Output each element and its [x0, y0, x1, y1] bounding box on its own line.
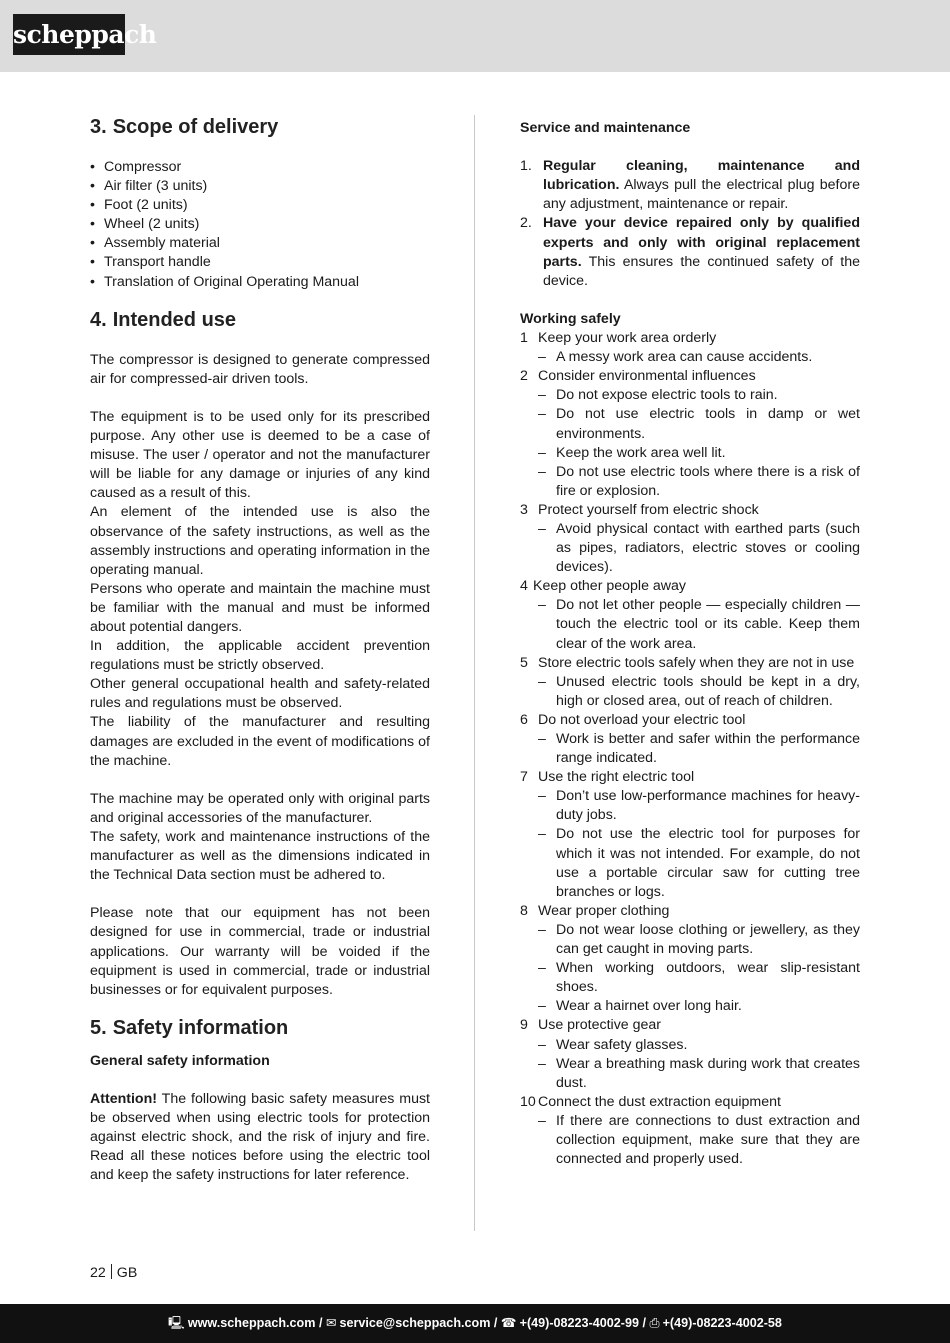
- working-safely-item-head: [520, 711, 860, 730]
- intended-use-paragraph: Other general occupational health and safety-related rules and regulations must be observed.: [90, 676, 430, 712]
- working-safely-item-number: 4: [520, 578, 528, 595]
- working-safely-item-head: [520, 1093, 860, 1112]
- delivery-item: • Compressor: [90, 158, 430, 177]
- working-safely-item-number: 9: [520, 1017, 528, 1034]
- working-safely-heading: Working safely: [520, 310, 621, 327]
- working-safely-item: [520, 654, 860, 711]
- working-safely-item: [520, 1093, 860, 1169]
- working-safely-item: [520, 711, 860, 768]
- right-column: [520, 113, 860, 1169]
- attention-label: Attention!: [90, 1091, 157, 1108]
- delivery-item: • Transport handle: [90, 253, 430, 272]
- service-item-bold: Regular cleaning, maintenance and lubrication.: [543, 158, 860, 194]
- page-footer: [90, 1264, 137, 1281]
- intended-use-paragraph: The safety, work and maintenance instructions of the manufacturer as well as the dimensions indicated in the Technical Data section must be adhered to.: [90, 829, 430, 884]
- working-safely-item-title: Keep your work area orderly: [538, 330, 717, 347]
- email-link[interactable]: service@scheppach.com: [339, 1316, 491, 1330]
- working-safely-subitem: – Do not use electric tools where there is a risk of fire or explosion.: [520, 463, 860, 501]
- working-safely-subitem: – Do not wear loose clothing or jewellery, as they can get caught in moving parts.: [520, 921, 860, 959]
- service-item-number: 1.: [520, 158, 532, 175]
- intended-use-paragraph: An element of the intended use is also the observance of the safety instructions, as well as the assembly instructions and operating information in the operating manual.: [90, 504, 430, 578]
- working-safely-item: [520, 329, 860, 367]
- working-safely-subitem: – Do not use the electric tool for purposes for which it was not intended. For example, do not use a portable circular saw for cutting tree branches or logs.: [520, 825, 860, 901]
- service-item-number: 2.: [520, 215, 532, 232]
- working-safely-item-title: Store electric tools safely when they are not in use: [538, 654, 855, 671]
- contact-separator: /: [638, 1316, 650, 1330]
- page-number: 22: [90, 1265, 106, 1281]
- header-bar: [0, 0, 950, 72]
- working-safely-item-number: 7: [520, 769, 528, 786]
- working-safely-item-number: 5: [520, 654, 528, 671]
- language-code: GB: [116, 1265, 138, 1281]
- fax-icon: ⎙: [649, 1316, 660, 1330]
- mail-icon: ✉: [325, 1316, 337, 1330]
- service-item: [520, 157, 860, 214]
- section-5-heading: 5. Safety information: [90, 1016, 289, 1039]
- working-safely-item: [520, 768, 860, 902]
- working-safely-item-title: Connect the dust extraction equipment: [538, 1093, 781, 1110]
- service-list: [520, 157, 860, 291]
- delivery-item: • Wheel (2 units): [90, 215, 430, 234]
- intended-use-paragraph: In addition, the applicable accident prevention regulations must be strictly observed.: [90, 638, 430, 674]
- working-safely-subitem: – Wear safety glasses.: [520, 1036, 860, 1055]
- working-safely-subitem: – Avoid physical contact with earthed parts (such as pipes, radiators, electric stoves or cooling devices).: [520, 520, 860, 577]
- working-safely-item-title: Use the right electric tool: [538, 769, 695, 786]
- computer-icon: 🖳: [168, 1316, 185, 1330]
- phone-number: +(49)-08223-4002-99: [519, 1316, 639, 1330]
- working-safely-item-title: Use protective gear: [538, 1017, 662, 1034]
- delivery-item: • Translation of Original Operating Manual: [90, 273, 430, 292]
- working-safely-item-title: Consider environmental influences: [538, 368, 756, 385]
- service-item-bold: Have your device repaired only by qualified experts and only with original replacement parts.: [543, 215, 860, 270]
- working-safely-item-number: 1: [520, 330, 528, 347]
- working-safely-item-head: [520, 654, 860, 673]
- working-safely-item-number: 8: [520, 902, 528, 919]
- delivery-item: • Air filter (3 units): [90, 177, 430, 196]
- working-safely-subitem: – Do not let other people — especially children — touch the electric tool or its cable. Keep them clear of the work area.: [520, 596, 860, 653]
- intended-use-paragraph: The equipment is to be used only for its prescribed purpose. Any other use is deemed to be a case of misuse. The user / operator and not the manufacturer will be liable for any damage or injuries of any kind caused as a result of this.: [90, 408, 430, 502]
- working-safely-item-number: 6: [520, 711, 528, 728]
- website-link[interactable]: www.scheppach.com: [187, 1316, 316, 1330]
- scheppach-logo: scheppach: [13, 14, 125, 55]
- working-safely-item: [520, 902, 860, 1017]
- working-safely-subitem: – A messy work area can cause accidents.: [520, 348, 860, 367]
- working-safely-item-head: [520, 768, 860, 787]
- section-3-heading: 3. Scope of delivery: [90, 116, 279, 138]
- working-safely-item: [520, 501, 860, 577]
- left-column: [90, 113, 430, 1186]
- working-safely-item-head: [520, 329, 860, 348]
- contact-bar: [0, 1304, 950, 1343]
- general-safety-heading: General safety information: [90, 1052, 270, 1069]
- working-safely-list: [520, 329, 860, 1169]
- working-safely-subitem: – Keep the work area well lit.: [520, 444, 860, 463]
- working-safely-subitem: – When working outdoors, wear slip-resistant shoes.: [520, 959, 860, 997]
- scope-of-delivery-list: [90, 158, 430, 292]
- working-safely-item-title: Wear proper clothing: [538, 902, 670, 919]
- section-4-heading: 4. Intended use: [90, 308, 237, 331]
- working-safely-subitem: – Wear a breathing mask during work that creates dust.: [520, 1055, 860, 1093]
- working-safely-item-head: [520, 367, 860, 386]
- intended-use-paragraph: The machine may be operated only with original parts and original accessories of the manufacturer.: [90, 790, 430, 826]
- intended-use-paragraph: The liability of the manufacturer and resulting damages are excluded in the event of modifications of the machine.: [90, 714, 430, 769]
- page-separator: [111, 1264, 112, 1279]
- working-safely-item-title: Do not overload your electric tool: [538, 711, 746, 728]
- phone-icon: ☎: [500, 1316, 517, 1330]
- working-safely-subitem: – If there are connections to dust extraction and collection equipment, make sure that they are connected and properly used.: [520, 1112, 860, 1169]
- delivery-item: • Foot (2 units): [90, 196, 430, 215]
- fax-number: +(49)-08223-4002-58: [662, 1316, 782, 1330]
- attention-paragraph: Attention! The following basic safety measures must be observed when using electric tools for protection against electric shock, and the risk of injury and fire. Read all these notices before using the electric tool and keep the safety instructions for later reference.: [90, 1091, 430, 1184]
- working-safely-item-number: 10: [520, 1093, 536, 1110]
- working-safely-item-number: 3: [520, 501, 528, 518]
- working-safely-subitem: – Do not use electric tools in damp or wet environments.: [520, 405, 860, 443]
- working-safely-item: [520, 577, 860, 653]
- intended-use-paragraph: Persons who operate and maintain the machine must be familiar with the manual and must be informed about potential dangers.: [90, 580, 430, 635]
- working-safely-subitem: – Don’t use low-performance machines for heavy-duty jobs.: [520, 787, 860, 825]
- intended-use-paragraph: Please note that our equipment has not been designed for use in commercial, trade or industrial applications. Our warranty will be voided if the equipment is used in commercial, trade or industrial businesses or for equivalent purposes.: [90, 905, 430, 998]
- service-item: [520, 214, 860, 290]
- working-safely-item-head: [520, 577, 860, 596]
- service-maintenance-heading: Service and maintenance: [520, 120, 691, 136]
- working-safely-item: [520, 1016, 860, 1092]
- contact-separator: /: [490, 1316, 501, 1330]
- working-safely-subitem: – Unused electric tools should be kept in a dry, high or closed area, out of reach of children.: [520, 673, 860, 711]
- contact-separator: /: [315, 1316, 326, 1330]
- working-safely-item-title: Keep other people away: [533, 578, 687, 595]
- working-safely-subitem: – Work is better and safer within the performance range indicated.: [520, 730, 860, 768]
- service-item-text: Always pull the electrical plug before any adjustment, maintenance or repair.: [543, 177, 860, 213]
- working-safely-item-head: [520, 902, 860, 921]
- working-safely-item-title: Protect yourself from electric shock: [538, 501, 759, 518]
- working-safely-subitem: – Do not expose electric tools to rain.: [520, 386, 860, 405]
- working-safely-item-head: [520, 1016, 860, 1035]
- working-safely-item: [520, 367, 860, 501]
- working-safely-item-head: [520, 501, 860, 520]
- working-safely-subitem: – Wear a hairnet over long hair.: [520, 997, 860, 1016]
- service-item-text: This ensures the continued safety of the device.: [543, 253, 860, 289]
- delivery-item: • Assembly material: [90, 234, 430, 253]
- column-divider: [474, 115, 475, 1231]
- working-safely-item-number: 2: [520, 368, 528, 385]
- intended-use-paragraph: The compressor is designed to generate compressed air for compressed-air driven tools.: [90, 351, 430, 387]
